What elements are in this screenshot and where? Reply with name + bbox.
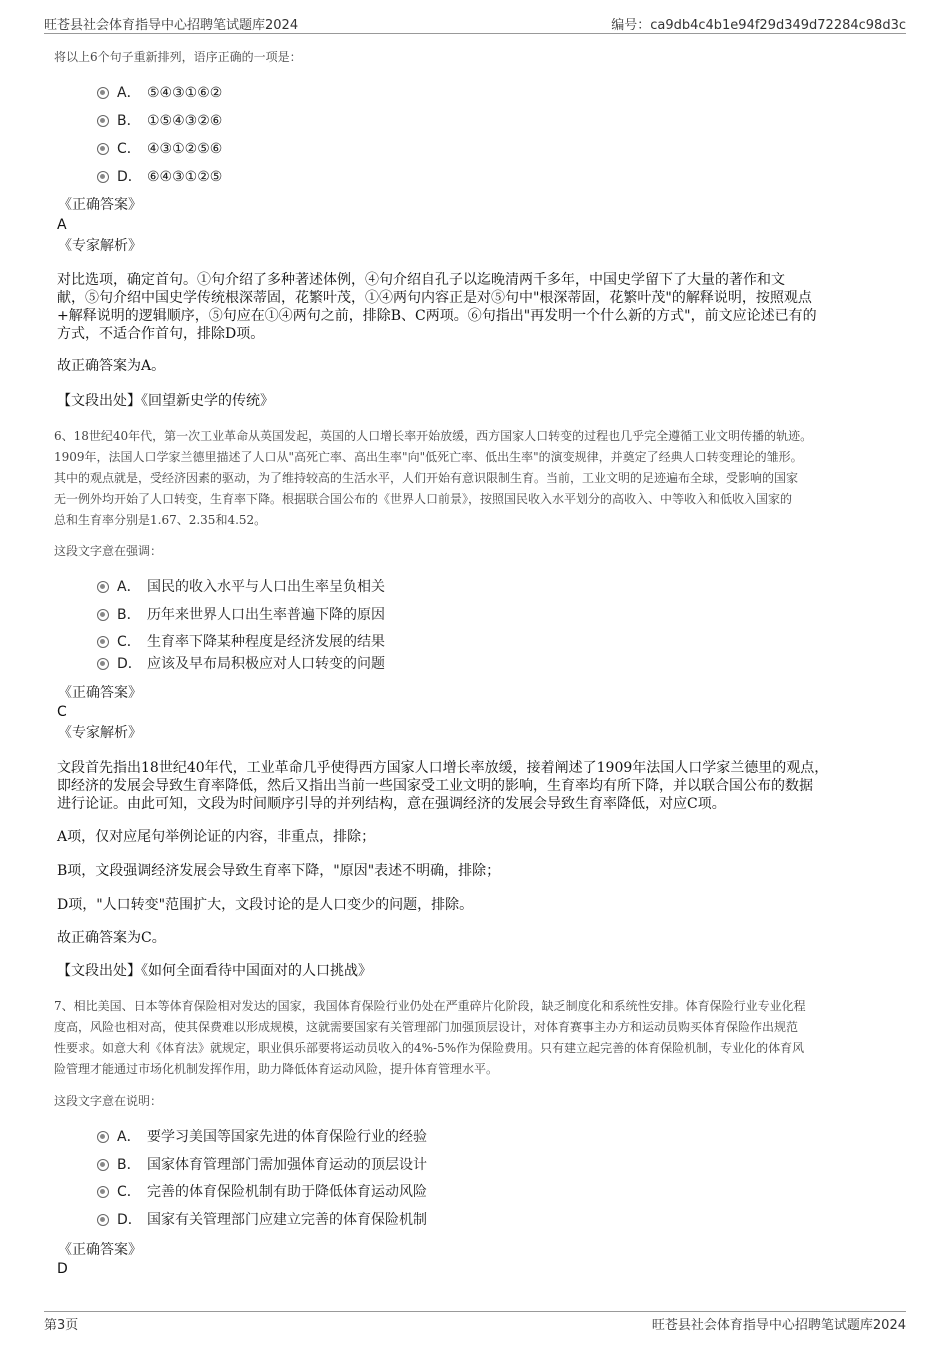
- analysis-line: 对比选项，确定首句。①句介绍了多种著述体例，④句介绍自孔子以迄晚清两千多年，中国史学留下了大量的著作和文: [57, 272, 785, 288]
- analysis-label: 《专家解析》: [58, 238, 142, 254]
- option-c[interactable]: [97, 632, 385, 652]
- radio-icon[interactable]: [97, 658, 109, 670]
- answer-label: 《正确答案》: [58, 197, 142, 213]
- radio-icon[interactable]: [97, 609, 109, 621]
- passage-line: 无一例外均开始了人口转变，生育率下降。根据联合国公布的《世界人口前景》，按照国民收入水平划分的高收入、中等收入和低收入国家的: [54, 492, 793, 506]
- option-letter: B．: [117, 1157, 141, 1173]
- analysis-point: D项，"人口转变"范围扩大，文段讨论的是人口变少的问题，排除。: [57, 897, 474, 913]
- option-text: 要学习美国等国家先进的体育保险行业的经验: [147, 1129, 427, 1145]
- analysis-line: 即经济的发展会导致生育率降低，然后又指出当前一些国家受工业文明的影响，生育率均有所下降，并以联合国公布的数据: [57, 778, 813, 794]
- option-a[interactable]: [97, 577, 385, 597]
- source-citation: 【文段出处】《回望新史学的传统》: [57, 393, 274, 409]
- radio-icon[interactable]: [97, 171, 109, 183]
- analysis-point: A项，仅对应尾句举例论证的内容，非重点，排除；: [57, 829, 376, 845]
- passage-line: 险管理才能通过市场化机制发挥作用，助力降低体育运动风险，提升体育管理水平。: [54, 1062, 499, 1076]
- radio-icon[interactable]: [97, 87, 109, 99]
- source-citation: 【文段出处】《如何全面看待中国面对的人口挑战》: [57, 963, 372, 979]
- option-text: ⑥④③①②⑤: [147, 169, 223, 185]
- option-d[interactable]: [97, 654, 385, 674]
- option-letter: A．: [117, 1129, 141, 1145]
- radio-icon[interactable]: [97, 115, 109, 127]
- option-text: 国民的收入水平与人口出生率呈负相关: [147, 579, 385, 595]
- question-prompt: 这段文字意在强调：: [54, 544, 163, 558]
- option-b[interactable]: [97, 1155, 427, 1175]
- radio-icon[interactable]: [97, 1214, 109, 1226]
- option-letter: A．: [117, 85, 141, 101]
- answer-value: A: [57, 217, 67, 233]
- header-code: 编号：ca9db4c4b1e94f29d349d72284c98d3c: [611, 18, 906, 33]
- answer-label: 《正确答案》: [58, 1242, 142, 1258]
- footer-title: 旺苍县社会体育指导中心招聘笔试题库2024: [651, 1318, 906, 1333]
- radio-icon[interactable]: [97, 636, 109, 648]
- answer-value: C: [57, 704, 67, 720]
- option-letter: D．: [117, 169, 142, 185]
- option-text: 国家体育管理部门需加强体育运动的顶层设计: [147, 1157, 427, 1173]
- option-letter: C．: [117, 141, 141, 157]
- footer-divider: [44, 1311, 906, 1312]
- option-text: 完善的体育保险机制有助于降低体育运动风险: [147, 1184, 427, 1200]
- passage-line: 1909年，法国人口学家兰德里描述了人口从"高死亡率、高出生率"向"低死亡率、低出生率"的演变规律，并奠定了经典人口转变理论的雏形。: [54, 450, 803, 464]
- analysis-line: 献，⑤句介绍中国史学传统根深蒂固，花繁叶茂，①④两句内容正是对⑤句中"根深蒂固，花繁叶茂"的解释说明，按照观点: [57, 290, 812, 306]
- analysis-point: B项，文段强调经济发展会导致生育率下降，"原因"表述不明确，排除；: [57, 863, 501, 879]
- passage-line: 总和生育率分别是1.67、2.35和4.52。: [54, 513, 267, 527]
- analysis-line: 文段首先指出18世纪40年代，工业革命几乎使得西方国家人口增长率放缓，接着阐述了1909年法国人口学家兰德里的观点，: [57, 760, 829, 776]
- option-text: 生育率下降某种程度是经济发展的结果: [147, 634, 385, 650]
- radio-icon[interactable]: [97, 1159, 109, 1171]
- analysis-line: 进行论证。由此可知，文段为时间顺序引导的并列结构，意在强调经济的发展会导致生育率降低，对应C项。: [57, 796, 726, 812]
- option-c[interactable]: [97, 139, 222, 159]
- option-letter: B．: [117, 607, 141, 623]
- analysis-line: 方式，不适合作首句，排除D项。: [57, 326, 265, 342]
- option-letter: C．: [117, 634, 141, 650]
- option-text: 国家有关管理部门应建立完善的体育保险机制: [147, 1212, 427, 1228]
- option-text: ④③①②⑤⑥: [147, 141, 223, 157]
- passage-line: 7、相比美国、日本等体育保险相对发达的国家，我国体育保险行业仍处在严重碎片化阶段，缺乏制度化和系统性安排。体育保险行业专业化程: [54, 999, 806, 1013]
- option-text: ⑤④③①⑥②: [147, 85, 223, 101]
- analysis-label: 《专家解析》: [58, 725, 142, 741]
- radio-icon[interactable]: [97, 1186, 109, 1198]
- option-b[interactable]: [97, 605, 385, 625]
- option-a[interactable]: [97, 1127, 427, 1147]
- analysis-line: +解释说明的逻辑顺序，⑤句应在①④两句之前，排除B、C两项。⑥句指出"再发明一个什么新的方式"，前文应论述已有的: [57, 308, 817, 324]
- option-text: 应该及早布局积极应对人口转变的问题: [147, 656, 385, 672]
- option-letter: D．: [117, 1212, 142, 1228]
- question-prompt: 将以上6个句子重新排列，语序正确的一项是：: [54, 50, 302, 64]
- header-title: 旺苍县社会体育指导中心招聘笔试题库2024: [44, 18, 299, 33]
- option-letter: D．: [117, 656, 142, 672]
- option-b[interactable]: [97, 111, 222, 131]
- passage-line: 度高，风险也相对高，使其保费难以形成规模，这就需要国家有关管理部门加强顶层设计，对体育赛事主办方和运动员购买体育保险作出规范: [54, 1020, 799, 1034]
- radio-icon[interactable]: [97, 1131, 109, 1143]
- passage-line: 性要求。如意大利《体育法》就规定，职业俱乐部要将运动员收入的4%-5%作为保险费用。只有建立起完善的体育保险机制，专业化的体育风: [54, 1041, 805, 1055]
- option-letter: C．: [117, 1184, 141, 1200]
- answer-value: D: [57, 1261, 68, 1277]
- option-letter: B．: [117, 113, 141, 129]
- radio-icon[interactable]: [97, 143, 109, 155]
- answer-label: 《正确答案》: [58, 685, 142, 701]
- option-a[interactable]: [97, 83, 222, 103]
- option-c[interactable]: [97, 1182, 427, 1202]
- option-text: ①⑤④③②⑥: [147, 113, 223, 129]
- radio-icon[interactable]: [97, 581, 109, 593]
- footer-page-number: 第3页: [44, 1318, 79, 1333]
- passage-line: 6、18世纪40年代，第一次工业革命从英国发起，英国的人口增长率开始放缓，西方国家人口转变的过程也几乎完全遵循工业文明传播的轨迹。: [54, 429, 813, 443]
- option-letter: A．: [117, 579, 141, 595]
- option-d[interactable]: [97, 1210, 427, 1230]
- conclusion: 故正确答案为A。: [57, 358, 166, 374]
- option-d[interactable]: [97, 167, 222, 187]
- passage-line: 其中的观点就是，受经济因素的驱动，为了维持较高的生活水平，人们开始有意识限制生育。当前，工业文明的足迹遍布全球，受影响的国家: [54, 471, 799, 485]
- question-prompt: 这段文字意在说明：: [54, 1094, 163, 1108]
- option-text: 历年来世界人口出生率普遍下降的原因: [147, 607, 385, 623]
- conclusion: 故正确答案为C。: [57, 930, 166, 946]
- header-divider: [44, 33, 906, 34]
